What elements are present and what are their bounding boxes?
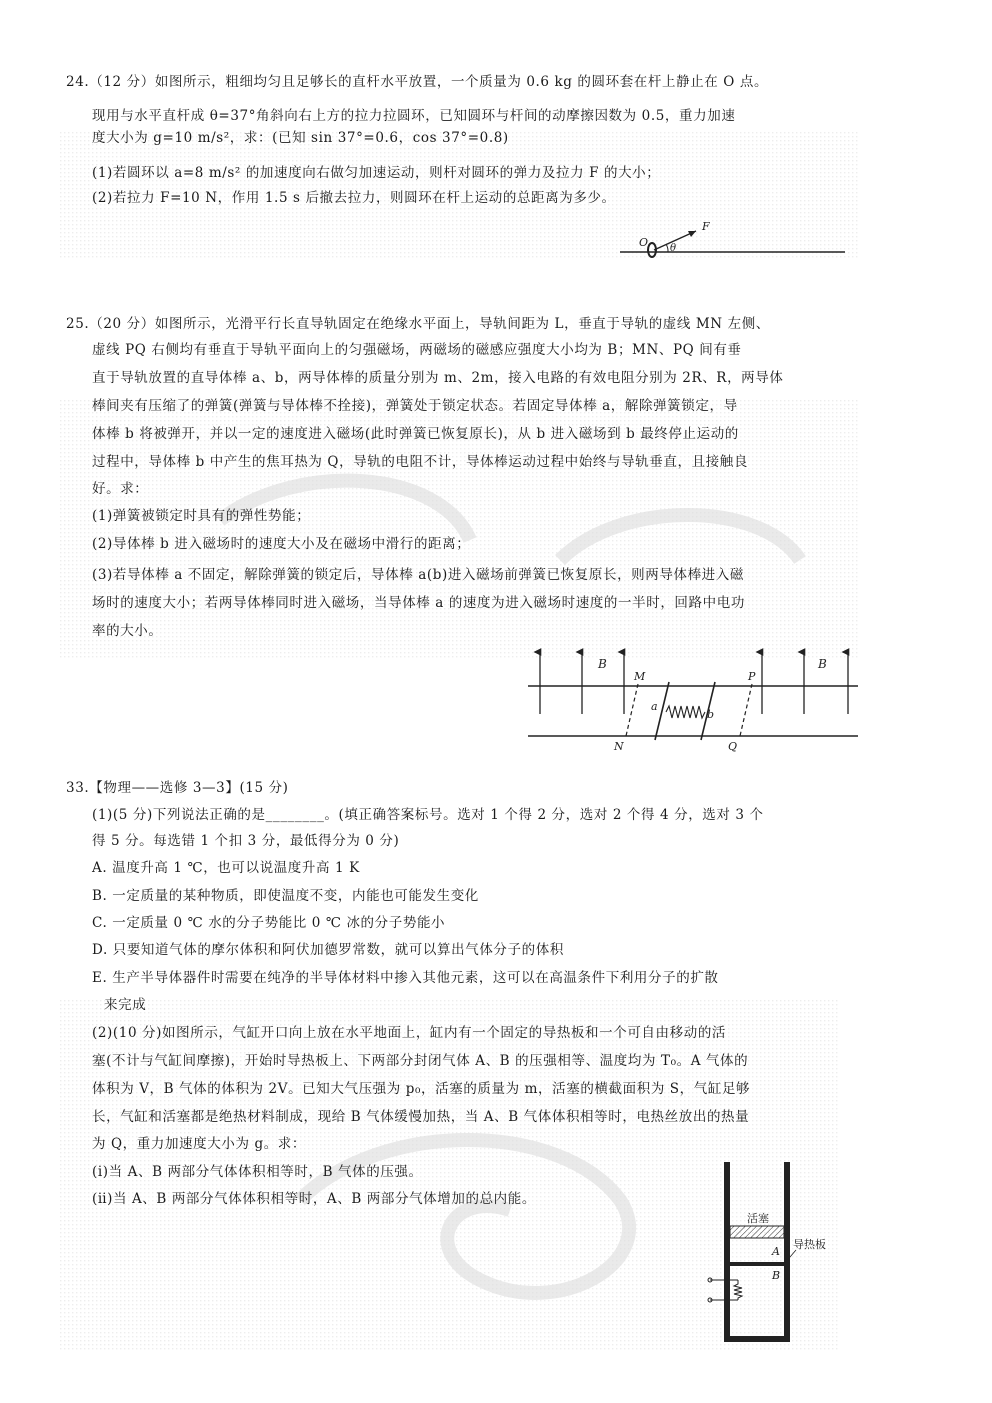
q24-label-O: O bbox=[639, 236, 649, 249]
q25-label-b: b bbox=[707, 708, 715, 721]
q25-line-7: 好。求： bbox=[92, 481, 149, 497]
q33-option-C: C. 一定质量 0 ℃ 水的分子势能比 0 ℃ 冰的分子势能小 bbox=[92, 915, 446, 931]
q24-part-1: (1)若圆环以 a=8 m/s² 的加速度向右做匀加速运动，则杆对圆环的弹力及拉力 F 的大小； bbox=[92, 165, 661, 181]
q24-line-1: 24.（12 分）如图所示，粗细均匀且足够长的直杆水平放置，一个质量为 0.6 kg 的圆环套在杆上静止在 O 点。 bbox=[66, 74, 769, 90]
q24-ring-rod-diagram bbox=[610, 214, 850, 264]
q25-label-M: M bbox=[634, 670, 646, 683]
q25-part-1: (1)弹簧被锁定时具有的弹性势能； bbox=[92, 508, 311, 524]
q33-part-2-line-2: 塞(不计与气缸间摩擦)，开始时导热板上、下两部分封闭气体 A、B 的压强相等、温度均为 T₀。A 气体的 bbox=[92, 1053, 749, 1069]
q33-label-heat-plate: 导热板 bbox=[793, 1238, 826, 1251]
q33-option-A: A. 温度升高 1 ℃，也可以说温度升高 1 K bbox=[92, 860, 360, 876]
q33-label-B: B bbox=[772, 1269, 781, 1282]
q24-label-theta: θ bbox=[670, 243, 677, 254]
q33-sub-i: (ⅰ)当 A、B 两部分气体体积相等时，B 气体的压强。 bbox=[92, 1164, 423, 1180]
q25-label-N: N bbox=[614, 740, 624, 753]
q24-part-2: (2)若拉力 F=10 N，作用 1.5 s 后撤去拉力，则圆环在杆上运动的总距离为多少。 bbox=[92, 190, 616, 206]
q33-label-piston: 活塞 bbox=[747, 1212, 769, 1225]
q25-line-2: 虚线 PQ 右侧均有垂直于导轨平面向上的匀强磁场，两磁场的磁感应强度大小均为 B；MN、PQ 间有垂 bbox=[92, 342, 742, 358]
q25-label-B-left: B bbox=[598, 657, 607, 671]
q25-part-3-end: 率的大小。 bbox=[92, 623, 163, 639]
q25-line-5: 体棒 b 将被弹开，并以一定的速度进入磁场(此时弹簧已恢复原长)，从 b 进入磁场到 b 最终停止运动的 bbox=[92, 426, 739, 442]
q25-label-B-right: B bbox=[818, 657, 827, 671]
q33-option-D: D. 只要知道气体的摩尔体积和阿伏加德罗常数，就可以算出气体分子的体积 bbox=[92, 942, 564, 958]
q25-line-1: 25.（20 分）如图所示，光滑平行长直导轨固定在绝缘水平面上，导轨间距为 L，垂直于导轨的虚线 MN 左侧、 bbox=[66, 316, 770, 332]
q33-part-1: (1)(5 分)下列说法正确的是________。(填正确答案标号。选对 1 个得 2 分，选对 2 个得 4 分，选对 3 个 bbox=[92, 807, 764, 823]
q24-label-F: F bbox=[702, 220, 710, 233]
q25-label-P: P bbox=[748, 670, 756, 683]
q25-label-a: a bbox=[651, 700, 658, 713]
q25-line-6: 过程中，导体棒 b 中产生的焦耳热为 Q，导轨的电阻不计，导体棒运动过程中始终与导轨垂直，且接触良 bbox=[92, 454, 748, 470]
q33-heading: 33.【物理——选修 3—3】(15 分) bbox=[66, 780, 289, 796]
q33-option-E: E. 生产半导体器件时需要在纯净的半导体材料中掺入其他元素，这可以在高温条件下利用分子的扩散 bbox=[92, 970, 719, 986]
q33-cylinder-diagram bbox=[700, 1158, 870, 1348]
q24-line-2: 现用与水平直杆成 θ=37°角斜向右上方的拉力拉圆环，已知圆环与杆间的动摩擦因数为 0.5，重力加速 bbox=[92, 108, 736, 124]
q25-label-Q: Q bbox=[728, 740, 738, 753]
q25-rails-magnetic-field-diagram bbox=[526, 642, 862, 760]
q33-label-A: A bbox=[772, 1245, 780, 1258]
q25-part-3: (3)若导体棒 a 不固定，解除弹簧的锁定后，导体棒 a(b)进入磁场前弹簧已恢复原长，则两导体棒进入磁 bbox=[92, 567, 744, 583]
q33-part-2-line-3: 体积为 V，B 气体的体积为 2V。已知大气压强为 p₀，活塞的质量为 m，活塞的横截面积为 S，气缸足够 bbox=[92, 1081, 751, 1097]
q25-part-2: (2)导体棒 b 进入磁场时的速度大小及在磁场中滑行的距离； bbox=[92, 536, 471, 552]
q25-line-3: 直于导轨放置的直导体棒 a、b，两导体棒的质量分别为 m、2m，接入电路的有效电阻分别为 2R、R，两导体 bbox=[92, 370, 784, 386]
q33-option-E-cont: 来完成 bbox=[104, 997, 147, 1013]
q33-part-2-line-4: 长，气缸和活塞都是绝热材料制成，现给 B 气体缓慢加热，当 A、B 气体体积相等时，电热丝放出的热量 bbox=[92, 1109, 750, 1125]
q33-part-2-line-1: (2)(10 分)如图所示，气缸开口向上放在水平地面上，缸内有一个固定的导热板和一个可自由移动的活 bbox=[92, 1025, 727, 1041]
q33-sub-ii: (ⅱ)当 A、B 两部分气体体积相等时，A、B 两部分气体增加的总内能。 bbox=[92, 1191, 536, 1207]
q24-line-3: 度大小为 g=10 m/s²，求：(已知 sin 37°=0.6，cos 37°=0.8) bbox=[92, 130, 509, 146]
q25-line-4: 棒间夹有压缩了的弹簧(弹簧与导体棒不拴接)，弹簧处于锁定状态。若固定导体棒 a，解除弹簧锁定，导 bbox=[92, 398, 738, 414]
q25-part-3-cont: 场时的速度大小；若两导体棒同时进入磁场，当导体棒 a 的速度为进入磁场时速度的一半时，回路中电功 bbox=[92, 595, 745, 611]
q33-option-B: B. 一定质量的某种物质，即使温度不变，内能也可能发生变化 bbox=[92, 888, 479, 904]
q33-part-2-line-5: 为 Q，重力加速度大小为 g。求： bbox=[92, 1136, 306, 1152]
q33-part-1-cont: 得 5 分。每选错 1 个扣 3 分，最低得分为 0 分) bbox=[92, 833, 400, 849]
